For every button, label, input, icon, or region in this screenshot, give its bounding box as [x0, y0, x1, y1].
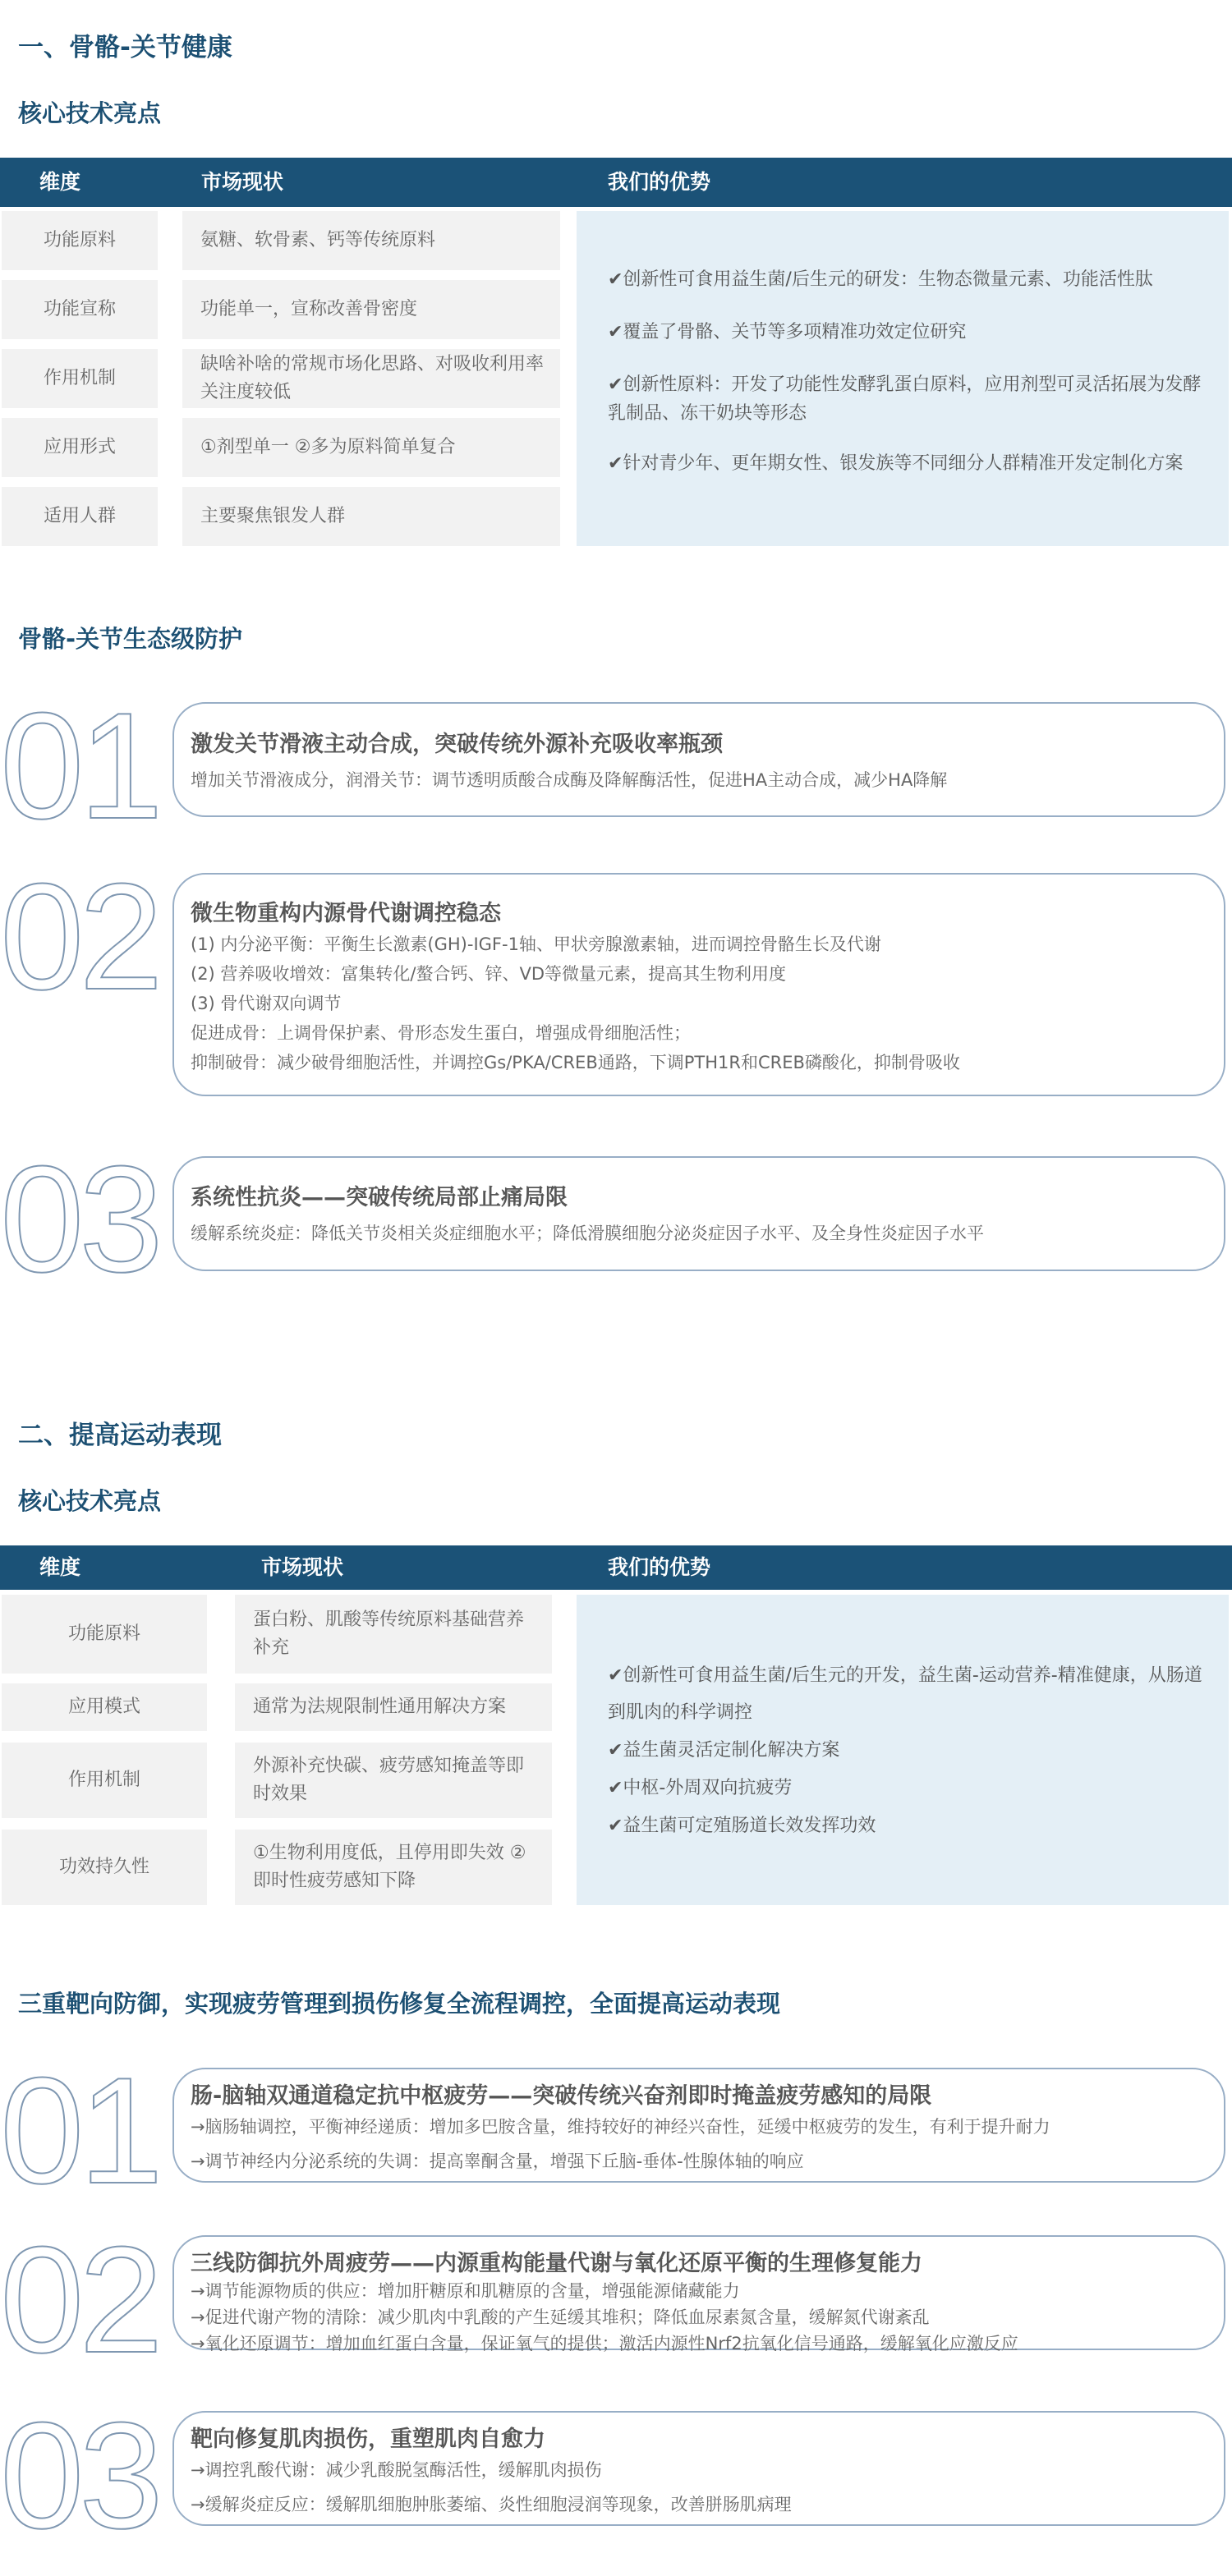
header-our-advantages: 我们的优势	[608, 1555, 711, 1579]
section2-title: 二、提高运动表现	[18, 1421, 222, 1450]
s2-row3-dim: 作用机制	[2, 1743, 207, 1818]
s1-card2-title: 微生物重构内源骨代谢调控稳态	[191, 901, 501, 926]
s1-row2-dim: 功能宣称	[2, 280, 158, 339]
s1-card2-number: 02	[0, 852, 159, 1021]
header-dimension: 维度	[39, 170, 81, 194]
header-market-status: 市场现状	[201, 170, 284, 194]
s1-row1-dim: 功能原料	[2, 211, 158, 270]
s1-advantage-3: ✔创新性原料：开发了功能性发酵乳蛋白原料，应用剂型可灵活拓展为发酵乳制品、冻干奶块等形态	[608, 374, 1202, 425]
s2-card1-line: →脑肠轴调控，平衡神经递质：增加多巴胺含量，维持较好的神经兴奋性，延缓中枢疲劳的发生，有利于提升耐力	[191, 2117, 1050, 2137]
s2-card1-line: →调节神经内分泌系统的失调：提高睾酮含量，增强下丘脑-垂体-性腺体轴的响应	[191, 2151, 804, 2171]
s2-row1-status: 蛋白粉、肌酸等传统原料基础营养补充	[235, 1595, 552, 1674]
s1-advantages-panel	[577, 211, 1229, 546]
s2-card3-line: →缓解炎症反应：缓解肌细胞肿胀萎缩、炎性细胞浸润等现象，改善胼肠肌病理	[191, 2495, 792, 2514]
s2-card2-line: →调节能源物质的供应：增加肝糖原和肌糖原的含量，增强能源储藏能力	[191, 2281, 740, 2301]
s1-row5-status: 主要聚焦银发人群	[182, 487, 560, 546]
s2-row1-dim: 功能原料	[2, 1595, 207, 1674]
section2-protect-title: 三重靶向防御，实现疲劳管理到损伤修复全流程调控，全面提高运动表现	[18, 1990, 781, 2018]
s1-row3-status: 缺啥补啥的常规市场化思路、对吸收利用率关注度较低	[182, 349, 560, 408]
section2-table-header	[0, 1545, 1232, 1590]
s1-advantage-2: ✔覆盖了骨骼、关节等多项精准功效定位研究	[608, 322, 967, 342]
s1-card3	[172, 1156, 1225, 1271]
section1-title: 一、骨骼-关节健康	[18, 33, 232, 62]
s2-row3-status: 外源补充快碳、疲劳感知掩盖等即时效果	[235, 1743, 552, 1818]
s2-card3-title: 靶向修复肌肉损伤，重塑肌肉自愈力	[191, 2427, 545, 2452]
s2-advantage-1: ✔创新性可食用益生菌/后生元的开发，益生菌-运动营养-精准健康，从肠道到肌肉的科学调控	[608, 1665, 1202, 1724]
s1-card2-line: 促进成骨：上调骨保护素、骨形态发生蛋白，增强成骨细胞活性；	[191, 1023, 691, 1043]
s1-row3-dim: 作用机制	[2, 349, 158, 408]
s2-advantage-4: ✔益生菌可定殖肠道长效发挥功效	[608, 1816, 876, 1836]
s1-card1	[172, 702, 1225, 817]
s1-card3-line: 缓解系统炎症：降低关节炎相关炎症细胞水平；降低滑膜细胞分泌炎症因子水平、及全身性炎症因子水平	[191, 1224, 984, 1243]
s2-advantage-3: ✔中枢-外周双向抗疲劳	[608, 1778, 793, 1798]
s1-card2-line: (1) 内分泌平衡：平衡生长激素(GH)-IGF-1轴、甲状旁腺激素轴，进而调控骨骼生长及代谢	[191, 934, 881, 954]
s1-card3-title: 系统性抗炎——突破传统局部止痛局限	[191, 1185, 568, 1210]
s1-row4-dim: 应用形式	[2, 418, 158, 477]
s1-card1-title: 激发关节滑液主动合成，突破传统外源补充吸收率瓶颈	[191, 732, 723, 757]
s2-card2-number: 02	[0, 2215, 159, 2384]
s1-advantage-4: ✔针对青少年、更年期女性、银发族等不同细分人群精准开发定制化方案	[608, 453, 1184, 474]
s2-advantages-panel	[577, 1595, 1229, 1905]
section1-table-header	[0, 158, 1232, 207]
section1-highlights-title: 核心技术亮点	[18, 99, 162, 127]
s1-card2-line: 抑制破骨：减少破骨细胞活性，并调控Gs/PKA/CREB通路，下调PTH1R和CREB磷酸化，抑制骨吸收	[191, 1053, 960, 1072]
s2-card3-line: →调控乳酸代谢：减少乳酸脱氢酶活性，缓解肌肉损伤	[191, 2460, 602, 2480]
section2-highlights-title: 核心技术亮点	[18, 1487, 162, 1515]
s1-advantage-1: ✔创新性可食用益生菌/后生元的研发：生物态微量元素、功能活性肽	[608, 269, 1153, 290]
header-our-advantages: 我们的优势	[608, 170, 711, 194]
s2-card1-number: 01	[0, 2046, 159, 2215]
s1-card2-line: (3) 骨代谢双向调节	[191, 994, 342, 1013]
section1-protect-title: 骨骼-关节生态级防护	[18, 625, 243, 653]
s1-card3-number: 03	[0, 1134, 159, 1303]
s2-card2-line: →氧化还原调节：增加血红蛋白含量，保证氧气的提供；激活内源性Nrf2抗氧化信号通路，缓解氧化应激反应	[191, 2334, 1018, 2353]
header-market-status: 市场现状	[261, 1555, 344, 1579]
s2-row4-dim: 功效持久性	[2, 1830, 207, 1905]
s1-card2-line: (2) 营养吸收增效：富集转化/螯合钙、锌、VD等微量元素，提高其生物利用度	[191, 964, 787, 984]
s2-row4-status: ①生物利用度低，且停用即失效 ②即时性疲劳感知下降	[235, 1830, 552, 1905]
s1-row2-status: 功能单一，宣称改善骨密度	[182, 280, 560, 339]
s1-row1-status: 氨糖、软骨素、钙等传统原料	[182, 211, 560, 270]
s2-advantage-2: ✔益生菌灵活定制化解决方案	[608, 1740, 840, 1761]
s1-row4-status: ①剂型单一 ②多为原料简单复合	[182, 418, 560, 477]
s2-card3-number: 03	[0, 2390, 159, 2560]
header-dimension: 维度	[39, 1555, 81, 1579]
s1-card1-line: 增加关节滑液成分，润滑关节：调节透明质酸合成酶及降解酶活性，促进HA主动合成，减少HA降解	[191, 770, 948, 790]
s2-card2-line: →促进代谢产物的清除：减少肌肉中乳酸的产生延缓其堆积；降低血尿素氮含量，缓解氮代谢紊乱	[191, 2307, 930, 2327]
s2-row2-status: 通常为法规限制性通用解决方案	[235, 1683, 552, 1731]
s2-card2-title: 三线防御抗外周疲劳——内源重构能量代谢与氧化还原平衡的生理修复能力	[191, 2251, 922, 2276]
s1-card1-number: 01	[0, 681, 159, 850]
s1-row5-dim: 适用人群	[2, 487, 158, 546]
s2-card1-title: 肠-脑轴双通道稳定抗中枢疲劳——突破传统兴奋剂即时掩盖疲劳感知的局限	[191, 2083, 932, 2109]
s2-row2-dim: 应用模式	[2, 1683, 207, 1731]
